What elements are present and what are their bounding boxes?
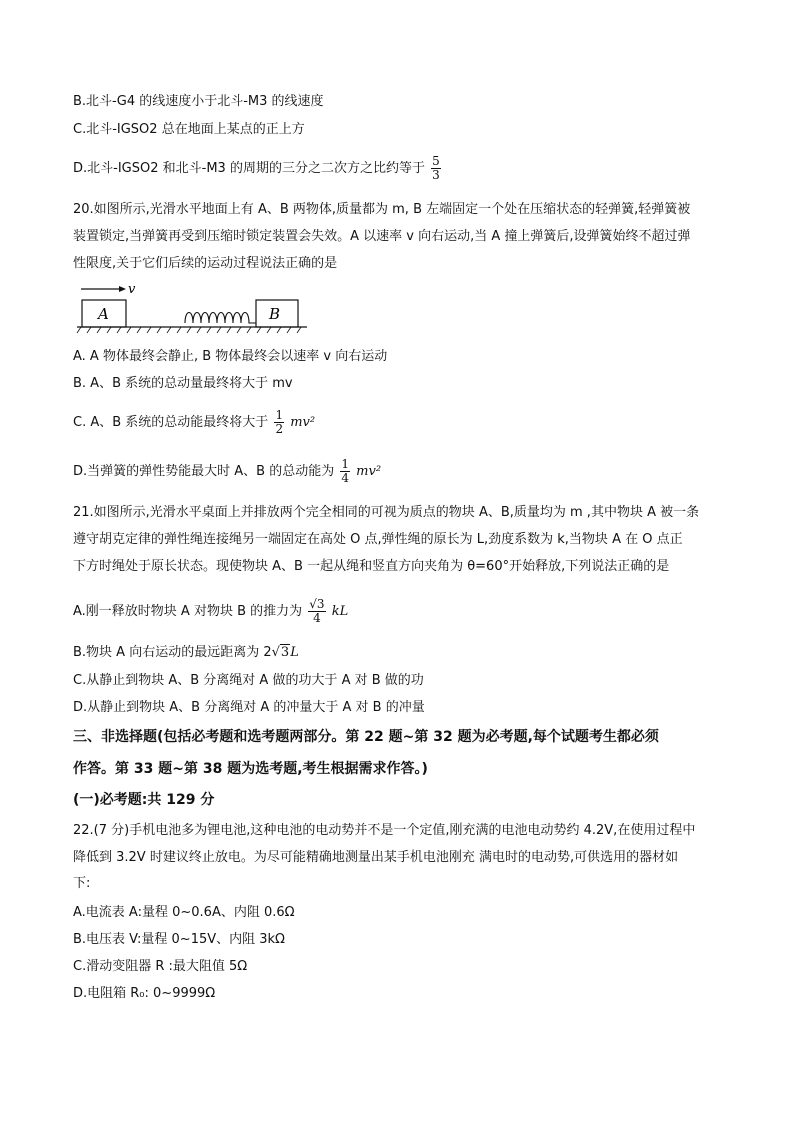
fraction-denominator: 2 <box>275 422 284 436</box>
velocity-label: v <box>128 283 136 297</box>
q20-option-c-tail: mv² <box>290 415 316 430</box>
fraction-numerator: 1 <box>341 457 350 471</box>
section3-heading-line-1: 三、非选择题(包括必考题和选考题两部分。第 22 题~第 32 题为必考题,每个试题考生都必须 <box>73 729 659 745</box>
q21-option-c: C.从静止到物块 A、B 分离绳对 A 做的功大于 A 对 B 做的功 <box>73 673 424 688</box>
fraction-1-2 <box>274 409 284 436</box>
fraction-numerator: 1 <box>275 408 284 422</box>
q22-item-c: C.滑动变阻器 R :最大阻值 5Ω <box>73 959 248 974</box>
q20-option-c <box>73 409 315 436</box>
q20-stem-line-3: 性限度,关于它们后续的运动过程说法正确的是 <box>73 256 338 271</box>
spring-blocks-figure <box>73 283 313 335</box>
sqrt-radicand: 3 <box>280 645 290 660</box>
q21-option-a-text: A.刚一释放时物块 A 对物块 B 的推力为 <box>73 604 303 619</box>
q22-item-a: A.电流表 A:量程 0~0.6A、内阻 0.6Ω <box>73 905 295 920</box>
fraction-denominator: 4 <box>341 471 350 485</box>
section3-heading-line-2: 作答。第 33 题~第 38 题为选考题,考生根据需求作答。) <box>73 761 428 777</box>
q22-item-b: B.电压表 V:量程 0~15V、内阻 3kΩ <box>73 932 285 947</box>
q21-option-a-tail: kL <box>331 604 349 619</box>
q21-option-d: D.从静止到物块 A、B 分离绳对 A 的冲量大于 A 对 B 的冲量 <box>73 700 425 715</box>
q22-item-d: D.电阻箱 R₀: 0~9999Ω <box>73 986 216 1001</box>
q21-option-a <box>73 598 348 625</box>
fraction-denominator: 3 <box>432 168 440 182</box>
q22-stem-line-3: 下: <box>73 876 91 891</box>
q20-stem-line-1: 20.如图所示,光滑水平地面上有 A、B 两物体,质量都为 m, B 左端固定一个处在压缩状态的轻弹簧,轻弹簧被 <box>73 202 691 217</box>
fraction-numerator: √3 <box>309 597 325 611</box>
q21-option-b-tail: L <box>290 645 299 660</box>
q21-stem-line-1: 21.如图所示,光滑水平桌面上并排放两个完全相同的可视为质点的物块 A、B,质量均为 m ,其中物块 A 被一条 <box>73 505 700 520</box>
block-a-label: A <box>98 305 109 323</box>
fraction-sqrt3-4 <box>308 598 325 625</box>
q21-stem-line-3: 下方时绳处于原长状态。现使物块 A、B 一起从绳和竖直方向夹角为 θ=60°开始释放,下列说法正确的是 <box>73 559 670 574</box>
fraction-5-3 <box>431 155 441 182</box>
q20-option-d-tail: mv² <box>356 464 382 479</box>
q20-option-d <box>73 458 381 485</box>
q19-option-c: C.北斗-IGSO2 总在地面上某点的正上方 <box>73 122 305 137</box>
q20-option-b: B. A、B 系统的总动量最终将大于 mv <box>73 376 293 391</box>
ground-hatching <box>77 327 301 333</box>
q21-option-b-text: B.物块 A 向右运动的最远距离为 2 <box>73 645 272 660</box>
q22-stem-line-1: 22.(7 分)手机电池多为锂电池,这种电池的电动势并不是一个定值,刚充满的电池电动势约 4.2V,在使用过程中 <box>73 823 696 838</box>
sqrt-3: √3 <box>271 645 290 660</box>
fraction-numerator: 5 <box>432 154 440 168</box>
fraction-denominator: 4 <box>313 611 321 625</box>
q19-option-b: B.北斗-G4 的线速度小于北斗-M3 的线速度 <box>73 94 324 109</box>
velocity-arrow-head <box>119 286 126 292</box>
q20-option-c-text: C. A、B 系统的总动能最终将大于 <box>73 415 269 430</box>
q22-stem-line-2: 降低到 3.2V 时建议终止放电。为尽可能精确地测量出某手机电池刚充 满电时的电动势,可供选用的器材如 <box>73 850 679 865</box>
q20-stem-line-2: 装置锁定,当弹簧再受到压缩时锁定装置会失效。A 以速率 v 向右运动,当 A 撞上弹簧后,设弹簧始终不超过弹 <box>73 229 691 244</box>
fraction-1-4 <box>340 458 350 485</box>
q20-option-d-text: D.当弹簧的弹性势能最大时 A、B 的总动能为 <box>73 464 335 479</box>
q21-option-b <box>73 643 299 663</box>
q19-option-d-text: D.北斗-IGSO2 和北斗-M3 的周期的三分之二次方之比约等于 <box>73 161 425 176</box>
q21-stem-line-2: 遵守胡克定律的弹性绳连接绳另一端固定在高处 O 点,弹性绳的原长为 L,劲度系数为 k,当物块 A 在 O 点正 <box>73 532 683 547</box>
block-b-label: B <box>269 305 281 323</box>
q19-option-d <box>73 155 443 182</box>
spring <box>185 313 256 324</box>
section3-subheading: (一)必考题:共 129 分 <box>73 792 215 808</box>
q20-option-a: A. A 物体最终会静止, B 物体最终会以速率 v 向右运动 <box>73 349 388 364</box>
